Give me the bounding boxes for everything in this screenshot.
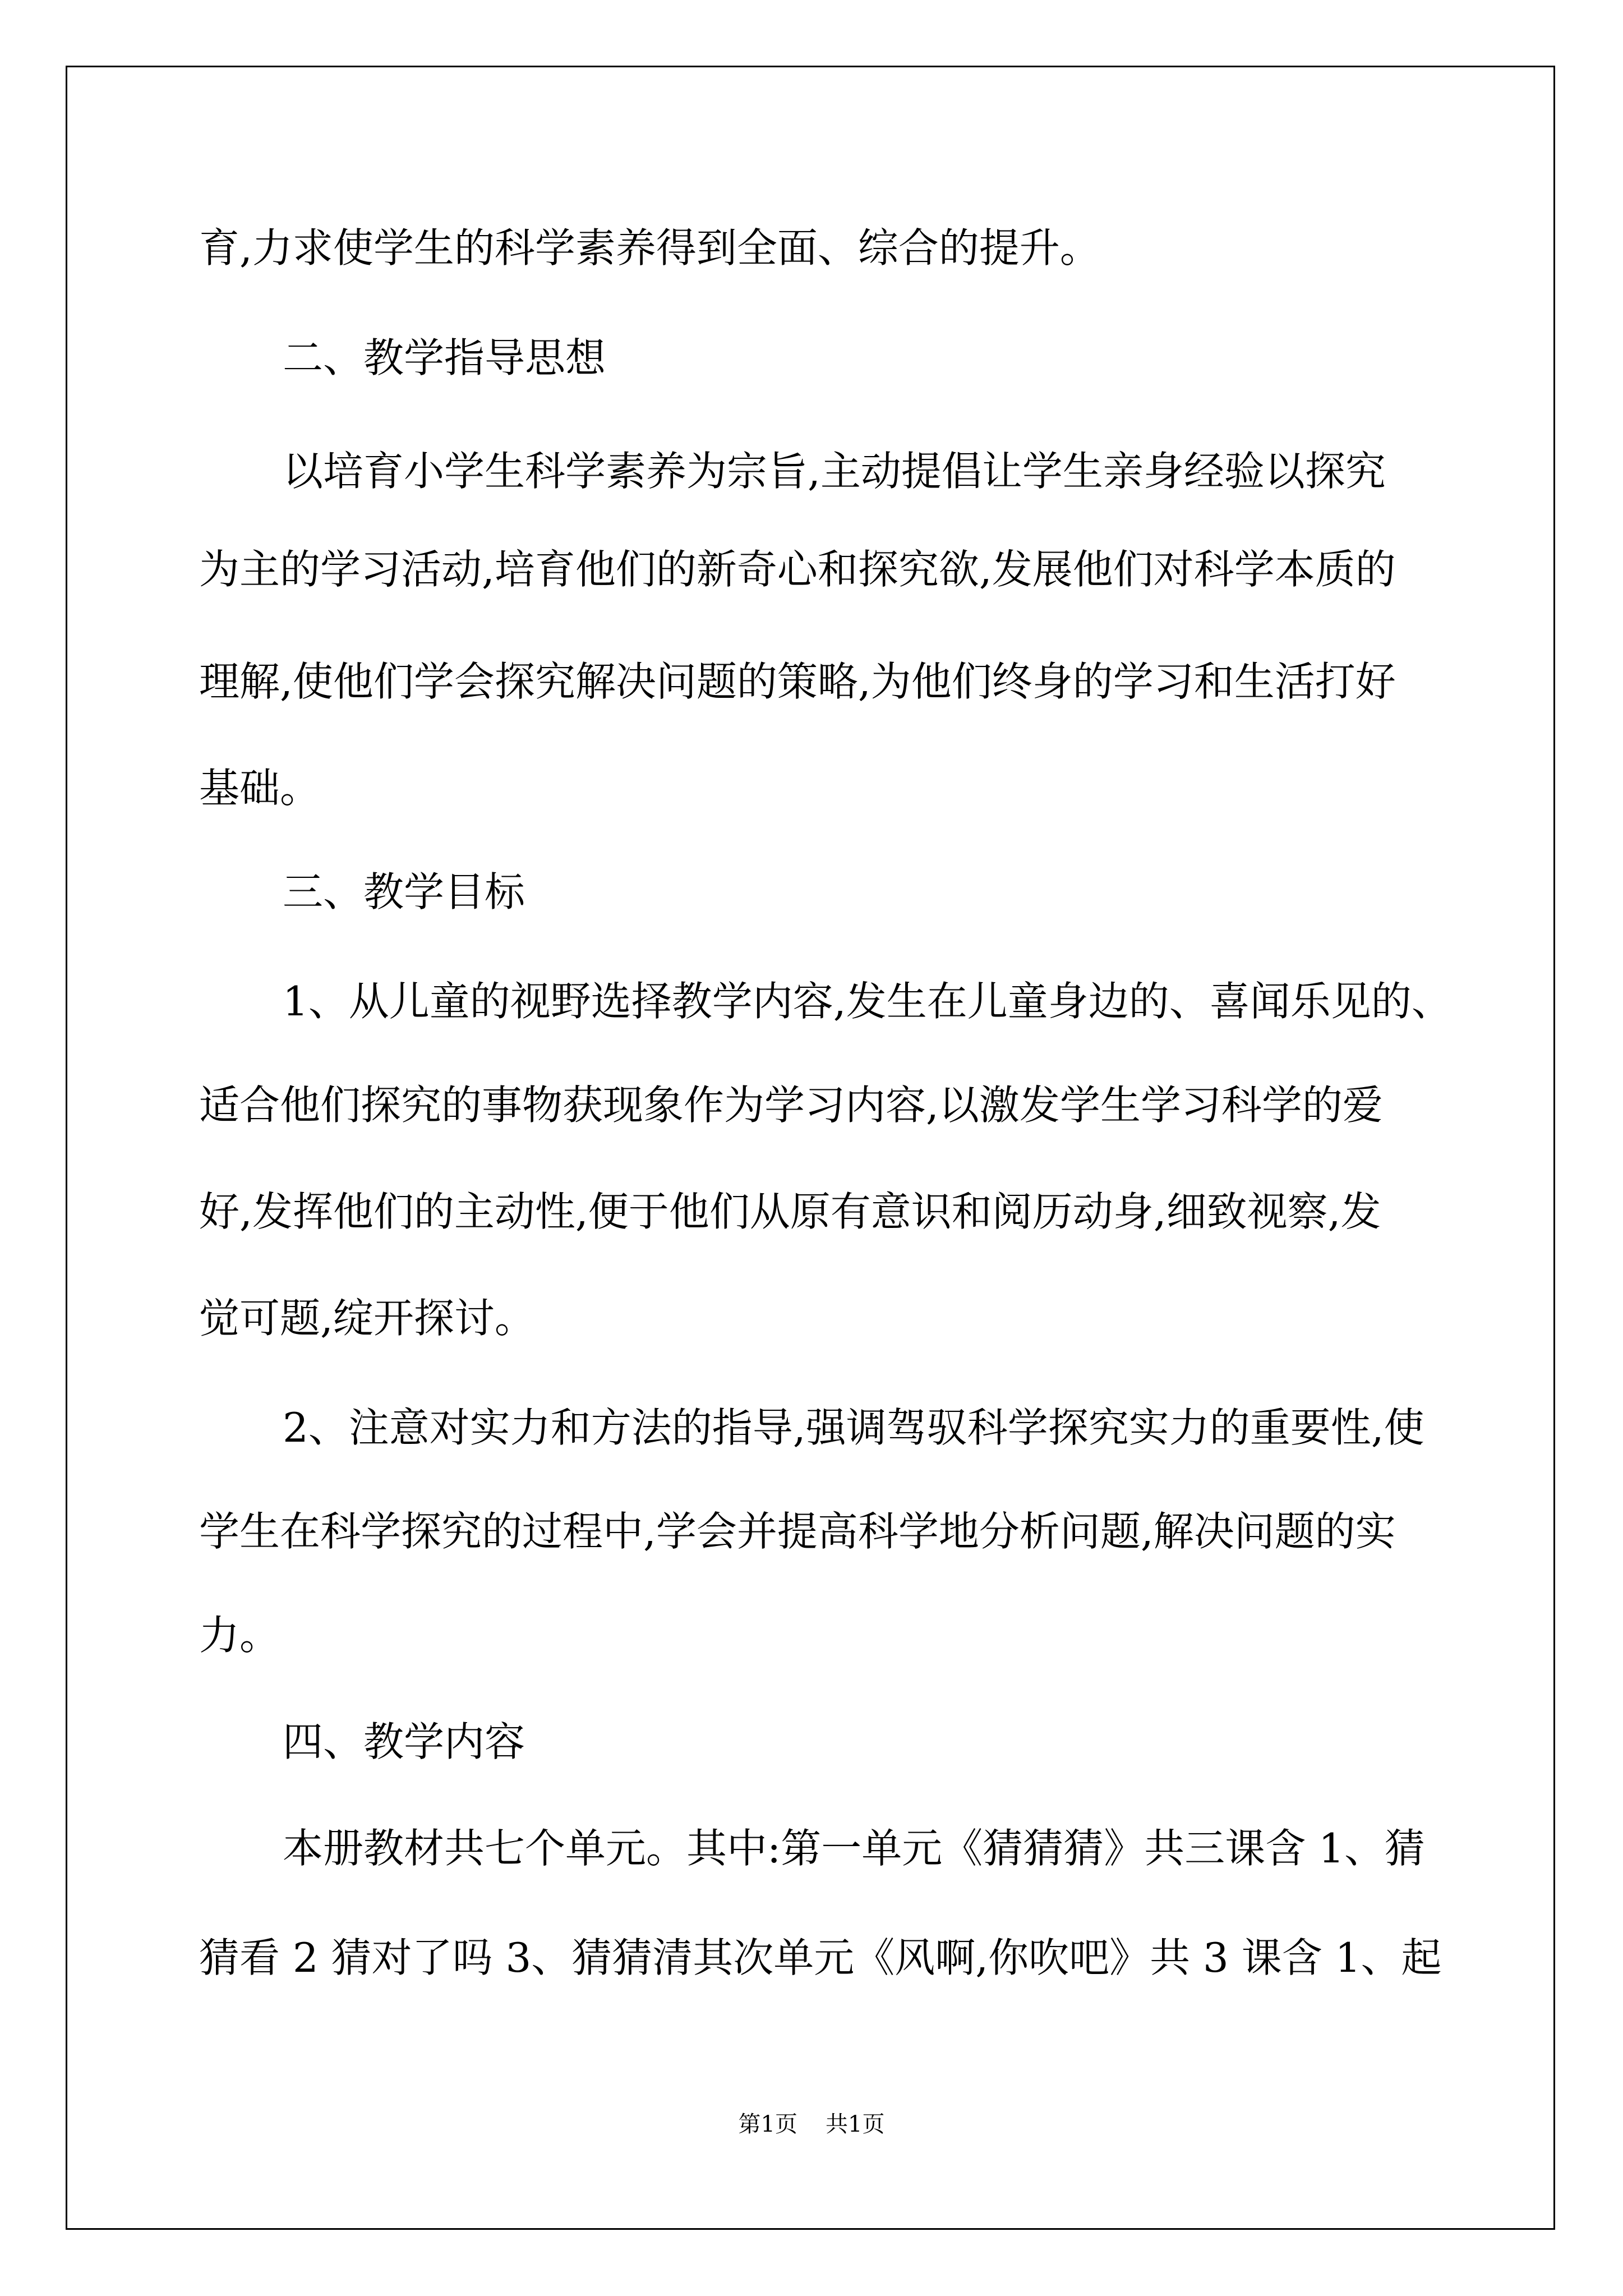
paragraph-line: 猜看 2 猜对了吗 3、猜猜清其次单元《风啊,你吹吧》共 3 课含 1、起 bbox=[199, 1934, 1442, 1981]
paragraph-line: 学生在科学探究的过程中,学会并提高科学地分析问题,解决问题的实 bbox=[199, 1508, 1396, 1555]
paragraph-line: 育,力求使学生的科学素养得到全面、综合的提升。 bbox=[199, 224, 1100, 272]
section-heading: 四、教学内容 bbox=[283, 1718, 525, 1765]
paragraph-line: 本册教材共七个单元。其中:第一单元《猜猜猜》共三课含 1、猜 bbox=[283, 1825, 1425, 1872]
paragraph-line: 觉可题,绽开探讨。 bbox=[199, 1295, 535, 1342]
paragraph-line: 力。 bbox=[199, 1612, 280, 1659]
page-border bbox=[66, 66, 1555, 2230]
paragraph-line: 1、从儿童的视野选择教学内容,发生在儿童身边的、喜闻乐见的、 bbox=[283, 978, 1452, 1025]
paragraph-line: 为主的学习活动,培育他们的新奇心和探究欲,发展他们对科学本质的 bbox=[199, 546, 1396, 593]
paragraph-line: 理解,使他们学会探究解决问题的策略,为他们终身的学习和生活打好 bbox=[199, 658, 1396, 705]
paragraph-line: 适合他们探究的事物获现象作为学习内容,以激发学生学习科学的爱 bbox=[199, 1082, 1383, 1129]
paragraph-line: 以培育小学生科学素养为宗旨,主动提倡让学生亲身经验以探究 bbox=[283, 448, 1386, 495]
paragraph-line: 2、注意对实力和方法的指导,强调驾驭科学探究实力的重要性,使 bbox=[283, 1404, 1424, 1451]
paragraph-line: 基础。 bbox=[199, 765, 321, 812]
page-footer bbox=[0, 2110, 1623, 2138]
page-total: 共1页 bbox=[826, 2111, 885, 2137]
paragraph-line: 好,发挥他们的主动性,便于他们从原有意识和阅历动身,细致视察,发 bbox=[199, 1188, 1381, 1235]
page-number: 第1页 bbox=[738, 2111, 797, 2137]
section-heading: 二、教学指导思想 bbox=[283, 334, 606, 381]
section-heading: 三、教学目标 bbox=[283, 868, 525, 915]
